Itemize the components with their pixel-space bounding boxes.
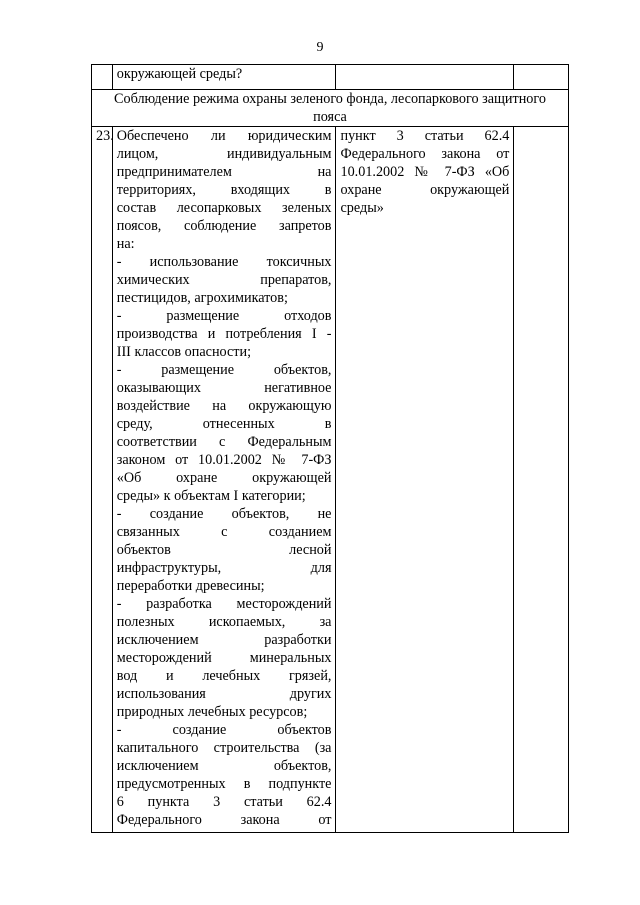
- question-line: - создание объектов: [116, 722, 332, 738]
- table-row-item-23: [92, 127, 569, 833]
- law-line: охране окружающей: [340, 182, 510, 198]
- question-line: - создание объектов, не: [116, 506, 332, 522]
- question-lines: [117, 127, 332, 829]
- question-line: - разработка месторождений: [116, 596, 332, 612]
- question-line: исключением объектов,: [116, 758, 332, 774]
- question-line: химических препаратов,: [116, 272, 332, 288]
- item-number: 23.: [92, 127, 113, 833]
- question-line: капитального строительства (за: [116, 740, 332, 756]
- section-title-line-2: пояса: [313, 109, 347, 125]
- law-lines: [340, 127, 509, 217]
- checklist-table: [91, 64, 569, 833]
- question-line: пестицидов, агрохимикатов;: [116, 290, 288, 306]
- cell-extra-empty: [514, 65, 569, 90]
- section-title-line-1: Соблюдение режима охраны зеленого фонда, лесопаркового защитного: [114, 91, 546, 107]
- question-line: законом от 10.01.2002 № 7-ФЗ: [116, 452, 332, 468]
- question-line: воздействие на окружающую: [116, 398, 332, 414]
- item-extra-empty: [514, 127, 569, 833]
- law-line: 10.01.2002 № 7-ФЗ «Об: [340, 164, 510, 180]
- table-row-continuation: [92, 65, 569, 90]
- question-line: среду, отнесенных в: [116, 416, 332, 432]
- question-line: использования других: [116, 686, 332, 702]
- question-line: 6 пункта 3 статьи 62.4: [116, 794, 332, 810]
- question-line: соответствии с Федеральным: [116, 434, 332, 450]
- item-question: [112, 127, 336, 833]
- question-line: «Об охране окружающей: [116, 470, 332, 486]
- law-line: среды»: [340, 200, 384, 216]
- question-line: - использование токсичных: [116, 254, 332, 270]
- page-number: 9: [316, 40, 324, 55]
- question-line: предпринимателем на: [116, 164, 332, 180]
- question-line: Федерального закона от: [116, 812, 332, 828]
- question-line: переработки древесины;: [116, 578, 265, 594]
- law-line: Федерального закона от: [340, 146, 510, 162]
- question-line: предусмотренных в подпункте: [116, 776, 332, 792]
- question-line: среды» к объектам I категории;: [116, 488, 306, 504]
- section-header-row: [92, 90, 569, 127]
- question-line: III классов опасности;: [116, 344, 252, 360]
- question-line: на:: [116, 236, 135, 252]
- question-line: оказывающих негативное: [116, 380, 332, 396]
- section-title: [92, 90, 569, 127]
- question-line: поясов, соблюдение запретов: [116, 218, 332, 234]
- question-line: состав лесопарковых зеленых: [116, 200, 332, 216]
- cell-number-empty: [92, 65, 113, 90]
- law-line: пункт 3 статьи 62.4: [340, 128, 510, 144]
- question-line: лицом, индивидуальным: [116, 146, 332, 162]
- question-line: производства и потребления I -: [116, 326, 332, 342]
- question-line: территориях, входящих в: [116, 182, 332, 198]
- question-line: природных лечебных ресурсов;: [116, 704, 308, 720]
- question-line: объектов лесной: [116, 542, 332, 558]
- question-line: исключением разработки: [116, 632, 332, 648]
- question-line: Обеспечено ли юридическим: [116, 128, 332, 144]
- question-line: полезных ископаемых, за: [116, 614, 332, 630]
- question-line: связанных с созданием: [116, 524, 332, 540]
- question-line: - размещение отходов: [116, 308, 332, 324]
- question-line: вод и лечебных грязей,: [116, 668, 332, 684]
- question-line: месторождений минеральных: [116, 650, 332, 666]
- cell-law-empty: [336, 65, 514, 90]
- cell-question-continuation: окружающей среды?: [112, 65, 336, 90]
- question-line: - размещение объектов,: [116, 362, 332, 378]
- item-law-reference: [336, 127, 514, 833]
- question-line: инфраструктуры, для: [116, 560, 332, 576]
